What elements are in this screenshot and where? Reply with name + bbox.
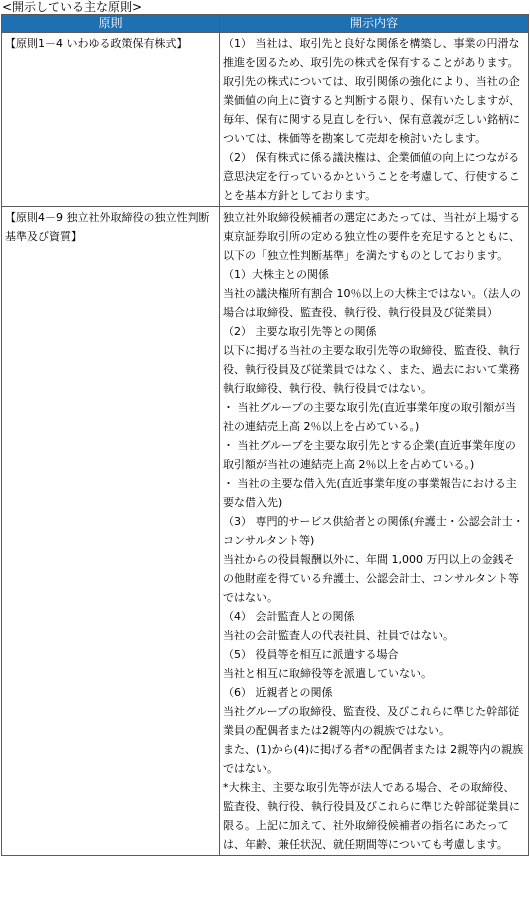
disclosure-paragraph: （2） 保有株式に係る議決権は、企業価値の向上につながる意思決定を行っているかということを考慮して、行使することを基本方針としております。 (223, 151, 520, 202)
table-row (2, 207, 529, 856)
criterion-heading: （1）大株主との関係 (223, 268, 329, 281)
criterion-text: 当社と相互に取締役等を派遣していない。 (223, 667, 432, 680)
criterion-heading: （3） 専門的サービス供給者との関係(弁護士・公認会計士・コンサルタント等) (223, 515, 524, 547)
table-header-row (2, 15, 529, 33)
criterion-heading: （2） 主要な取引先等との関係 (223, 325, 377, 338)
principle-cell (2, 207, 220, 856)
principle-name: 【原則4－9 独立社外取締役の独立性判断基準及び資質】 (5, 211, 210, 243)
header-principle: 原則 (2, 15, 220, 33)
table-caption: <開示している主な原則> (2, 0, 143, 14)
criterion-text: 以下に掲げる当社の主要な取引先等の取締役、監査役、執行役、執行役員及び従業員ではなく、また、過去において業務執行取締役、執行役、執行役員ではない。 (223, 344, 520, 395)
criterion-bullet: ・ 当社グループの主要な取引先(直近事業年度の取引額が当社の連結売上高 2％以上を占めている。) (223, 401, 516, 433)
criterion-text: 当社の議決権所有割合 10％以上の大株主ではない。（法人の場合は取締役、監査役、執行役、執行役員及び従業員） (223, 287, 521, 319)
criterion-text: 当社グループの取締役、監査役、及びこれらに準じた幹部従業員の配偶者または2親等内の親族ではない。 (223, 705, 520, 737)
criterion-text: 当社からの役員報酬以外に、年間 1,000 万円以上の金銭その他財産を得ている弁護士、公認会計士、コンサルタント等ではない。 (223, 553, 520, 604)
principles-table (1, 14, 529, 856)
criterion-heading: （6） 近親者との関係 (223, 686, 333, 699)
criterion-text: 当社の会計監査人の代表社員、社員ではない。 (223, 629, 454, 642)
principle-name: 【原則1－4 いわゆる政策保有株式】 (5, 37, 188, 50)
disclosure-cell (220, 207, 529, 856)
disclosure-cell (220, 33, 529, 207)
criterion-bullet: ・ 当社グループを主要な取引先とする企業(直近事業年度の取引額が当社の連結売上高 2％以上を占めている。) (223, 439, 516, 471)
criterion-text: また、(1)から(4)に掲げる者*の配偶者または 2親等内の親族ではない。 (223, 743, 524, 775)
header-disclosure: 開示内容 (220, 15, 529, 33)
table-row (2, 33, 529, 207)
criterion-heading: （5） 役員等を相互に派遣する場合 (223, 648, 399, 661)
principle-cell (2, 33, 220, 207)
criterion-bullet: ・ 当社の主要な借入先(直近事業年度の事業報告における主要な借入先) (223, 477, 517, 509)
disclosure-paragraph: （1） 当社は、取引先と良好な関係を構築し、事業の円滑な推進を図るため、取引先の株式を保有することがあります。取引先の株式については、取引関係の強化により、当社の企業価値の向上に資すると判断する限り、保有いたしますが、毎年、保有に関する見直しを行い、保有意義が乏しい銘柄については、株価等を勘案して売却を検討いたします。 (223, 37, 520, 145)
disclosure-paragraph: 独立社外取締役候補者の選定にあたっては、当社が上場する東京証券取引所の定める独立性の要件を充足するとともに、以下の「独立性判断基準」を満たすものとしております。 (223, 211, 520, 262)
criterion-heading: （4） 会計監査人との関係 (223, 610, 355, 623)
footnote-text: *大株主、主要な取引先等が法人である場合、その取締役、監査役、執行役、執行役員及びこれらに準じた幹部従業員に限る。上記に加えて、社外取締役候補者の指名にあたっては、年齢、兼任状況、就任期間等についても考慮します。 (223, 781, 520, 851)
